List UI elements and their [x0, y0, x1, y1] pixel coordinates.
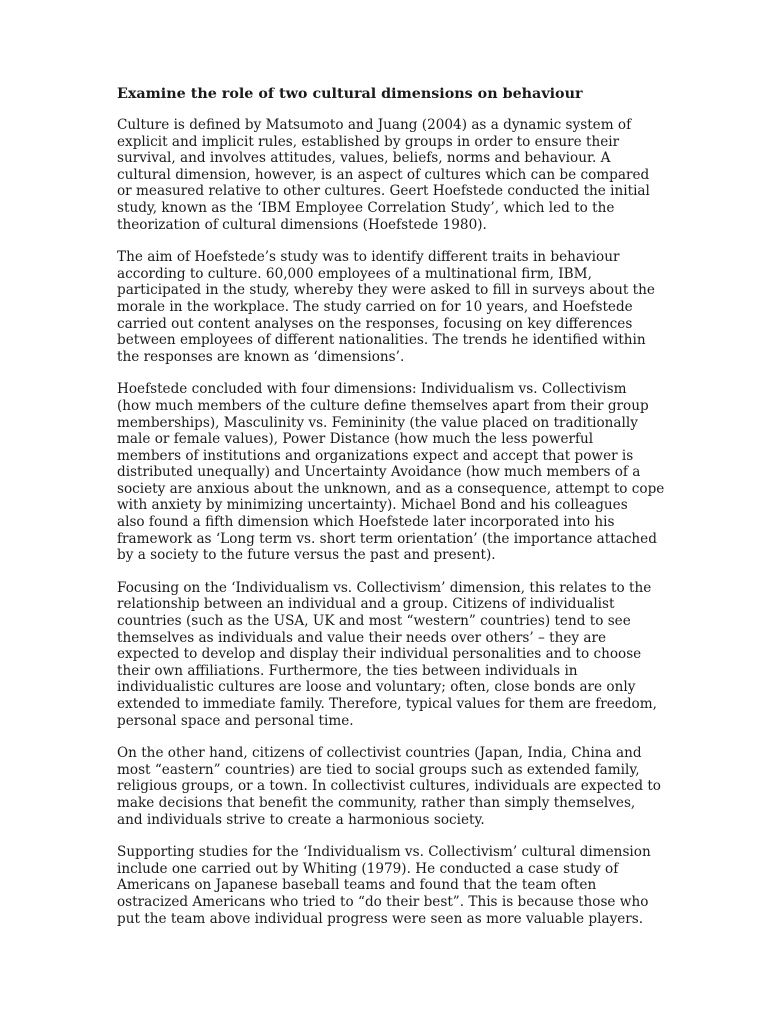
- text-line: with anxiety by minimizing uncertainty). Michael Bond and his colleagues: [117, 497, 628, 514]
- text-line: relationship between an individual and a group. Citizens of individualist: [117, 596, 615, 613]
- text-line: On the other hand, citizens of collectivist countries (Japan, India, China and: [117, 745, 642, 762]
- text-line: Supporting studies for the ‘Individualism vs. Collectivism’ cultural dimension: [117, 844, 651, 861]
- text-line: expected to develop and display their individual personalities and to choose: [117, 646, 642, 663]
- text-line: personal space and personal time.: [117, 712, 354, 729]
- text-line: The aim of Hoefstede’s study was to identify different traits in behaviour: [117, 249, 620, 266]
- text-line: male or female values), Power Distance (how much the less powerful: [117, 431, 594, 448]
- text-line: most “eastern” countries) are tied to social groups such as extended family,: [117, 761, 640, 778]
- text-line: morale in the workplace. The study carried on for 10 years, and Hoefstede: [117, 298, 633, 315]
- text-line: theorization of cultural dimensions (Hoefstede 1980).: [117, 216, 487, 233]
- text-line: countries (such as the USA, UK and most “western” countries) tend to see: [117, 613, 631, 630]
- text-line: the responses are known as ‘dimensions’.: [117, 348, 405, 365]
- paragraph: [117, 117, 650, 233]
- text-line: survival, and involves attitudes, values, beliefs, norms and behaviour. A: [117, 150, 611, 167]
- text-line: framework as ‘Long term vs. short term orientation’ (the importance attached: [117, 530, 657, 547]
- paragraph: [117, 381, 665, 564]
- text-line: Hoefstede concluded with four dimensions: Individualism vs. Collectivism: [117, 381, 627, 398]
- text-line: carried out content analyses on the responses, focusing on key differences: [117, 315, 633, 332]
- text-line: religious groups, or a town. In collectivist cultures, individuals are expected to: [117, 778, 661, 795]
- text-line: their own affiliations. Furthermore, the ties between individuals in: [117, 662, 578, 679]
- text-line: members of institutions and organizations expect and accept that power is: [117, 447, 634, 464]
- text-line: between employees of different nationalities. The trends he identified within: [117, 332, 646, 349]
- text-line: cultural dimension, however, is an aspect of cultures which can be compared: [117, 166, 650, 183]
- text-line: memberships), Masculinity vs. Femininity (the value placed on traditionally: [117, 414, 638, 431]
- text-line: ostracized Americans who tried to “do their best”. This is because those who: [117, 893, 649, 910]
- text-line: Focusing on the ‘Individualism vs. Collectivism’ dimension, this relates to the: [117, 579, 652, 596]
- paragraph: [117, 745, 661, 828]
- text-line: include one carried out by Whiting (1979). He conducted a case study of: [117, 860, 619, 877]
- text-line: make decisions that benefit the community, rather than simply themselves,: [117, 794, 636, 811]
- text-line: participated in the study, whereby they were asked to fill in surveys about the: [117, 282, 655, 299]
- text-line: Culture is defined by Matsumoto and Juang (2004) as a dynamic system of: [117, 117, 632, 133]
- text-line: study, known as the ‘IBM Employee Correlation Study’, which led to the: [117, 199, 615, 216]
- paragraph: [117, 844, 651, 927]
- text-line: put the team above individual progress were seen as more valuable players.: [117, 910, 644, 927]
- document-title: Examine the role of two cultural dimensions on behaviour: [117, 86, 583, 102]
- text-line: also found a fifth dimension which Hoefstede later incorporated into his: [117, 514, 615, 531]
- text-line: society are anxious about the unknown, and as a consequence, attempt to cope: [117, 480, 665, 497]
- text-line: or measured relative to other cultures. Geert Hoefstede conducted the initial: [117, 183, 650, 200]
- paragraph: [117, 249, 655, 365]
- text-line: by a society to the future versus the past and present).: [117, 547, 496, 564]
- text-line: explicit and implicit rules, established by groups in order to ensure their: [117, 133, 620, 150]
- text-line: distributed unequally) and Uncertainty Avoidance (how much members of a: [117, 464, 641, 481]
- text-line: and individuals strive to create a harmonious society.: [117, 811, 485, 828]
- text-line: (how much members of the culture define themselves apart from their group: [117, 397, 649, 414]
- text-line: Americans on Japanese baseball teams and found that the team often: [117, 877, 597, 894]
- text-line: themselves as individuals and value their needs over others’ – they are: [117, 629, 607, 646]
- text-line: extended to immediate family. Therefore, typical values for them are freedom,: [117, 696, 657, 712]
- document-body: [117, 117, 665, 927]
- paragraph: [117, 579, 657, 729]
- text-line: according to culture. 60,000 employees of a multinational firm, IBM,: [117, 265, 592, 282]
- text-line: individualistic cultures are loose and voluntary; often, close bonds are only: [117, 679, 636, 696]
